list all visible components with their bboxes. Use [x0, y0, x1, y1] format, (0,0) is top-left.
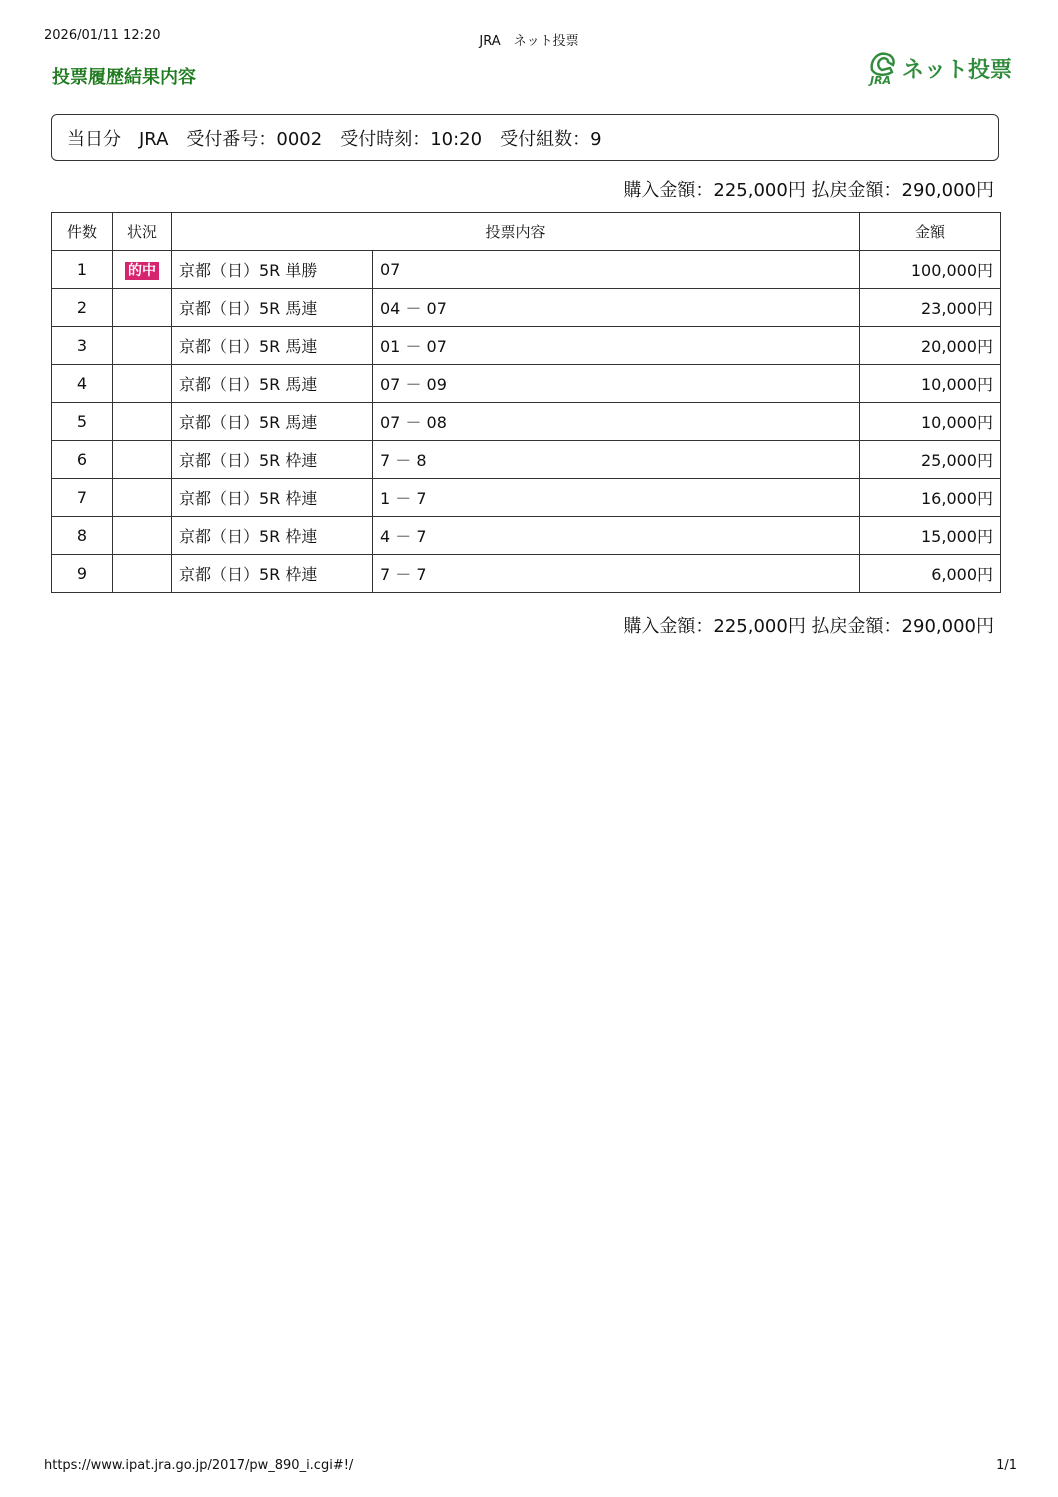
row-number: 9: [52, 555, 113, 593]
print-title: JRA ネット投票: [479, 34, 579, 49]
row-status: [113, 441, 172, 479]
hit-badge: 的中: [125, 262, 159, 280]
row-combination: 7 － 8: [373, 441, 860, 479]
row-combination: 1 － 7: [373, 479, 860, 517]
footer-url: https://www.ipat.jra.go.jp/2017/pw_890_i.cgi#!/: [44, 1458, 354, 1473]
row-number: 4: [52, 365, 113, 403]
row-amount: 16,000円: [860, 479, 1001, 517]
row-combination: 4 － 7: [373, 517, 860, 555]
table-row: [52, 403, 1001, 441]
row-race: 京都（日）5R 馬連: [172, 327, 373, 365]
page-title: 投票履歴結果内容: [52, 67, 196, 88]
row-race: 京都（日）5R 馬連: [172, 403, 373, 441]
row-race: 京都（日）5R 枠連: [172, 517, 373, 555]
header-amount: 金額: [860, 213, 1001, 251]
row-status: [113, 403, 172, 441]
table-row: [52, 479, 1001, 517]
row-race: 京都（日）5R 単勝: [172, 251, 373, 289]
row-number: 8: [52, 517, 113, 555]
bet-history-table: [51, 212, 1001, 593]
row-amount: 10,000円: [860, 365, 1001, 403]
row-amount: 23,000円: [860, 289, 1001, 327]
receipt-info-box: [51, 114, 999, 161]
print-date: 2026/01/11 12:20: [44, 28, 161, 43]
row-number: 1: [52, 251, 113, 289]
row-status: [113, 365, 172, 403]
row-number: 3: [52, 327, 113, 365]
row-status: [113, 479, 172, 517]
table-row: [52, 365, 1001, 403]
row-combination: 04 － 07: [373, 289, 860, 327]
row-status: [113, 555, 172, 593]
row-race: 京都（日）5R 馬連: [172, 289, 373, 327]
table-header-row: [52, 213, 1001, 251]
table-row: [52, 441, 1001, 479]
row-race: 京都（日）5R 枠連: [172, 555, 373, 593]
row-amount: 100,000円: [860, 251, 1001, 289]
row-number: 7: [52, 479, 113, 517]
jra-horse-logo-icon: [868, 50, 900, 88]
totals-summary-bottom: 購入金額：225,000円 払戻金額：290,000円: [623, 616, 994, 637]
footer-page-number: 1/1: [996, 1458, 1017, 1473]
row-number: 2: [52, 289, 113, 327]
header-content: 投票内容: [172, 213, 860, 251]
table-row: [52, 327, 1001, 365]
row-amount: 20,000円: [860, 327, 1001, 365]
receipt-info-text: 当日分 JRA 受付番号：0002 受付時刻：10:20 受付組数：9: [67, 128, 602, 150]
table-row: [52, 555, 1001, 593]
row-race: 京都（日）5R 馬連: [172, 365, 373, 403]
table-row: [52, 289, 1001, 327]
row-status: [113, 251, 172, 289]
row-combination: 07: [373, 251, 860, 289]
totals-summary-top: 購入金額：225,000円 払戻金額：290,000円: [623, 180, 994, 201]
table-row: [52, 517, 1001, 555]
row-race: 京都（日）5R 枠連: [172, 479, 373, 517]
header-count: 件数: [52, 213, 113, 251]
row-status: [113, 517, 172, 555]
row-race: 京都（日）5R 枠連: [172, 441, 373, 479]
logo-jra-small: JRA: [869, 74, 892, 87]
jra-net-vote-logo: [868, 50, 1012, 88]
table-row: [52, 251, 1001, 289]
row-combination: 07 － 09: [373, 365, 860, 403]
row-amount: 15,000円: [860, 517, 1001, 555]
row-amount: 6,000円: [860, 555, 1001, 593]
row-combination: 07 － 08: [373, 403, 860, 441]
logo-text: ネット投票: [901, 58, 1012, 83]
row-amount: 10,000円: [860, 403, 1001, 441]
row-status: [113, 289, 172, 327]
row-combination: 7 － 7: [373, 555, 860, 593]
row-amount: 25,000円: [860, 441, 1001, 479]
row-number: 6: [52, 441, 113, 479]
row-number: 5: [52, 403, 113, 441]
row-status: [113, 327, 172, 365]
header-status: 状況: [113, 213, 172, 251]
row-combination: 01 － 07: [373, 327, 860, 365]
